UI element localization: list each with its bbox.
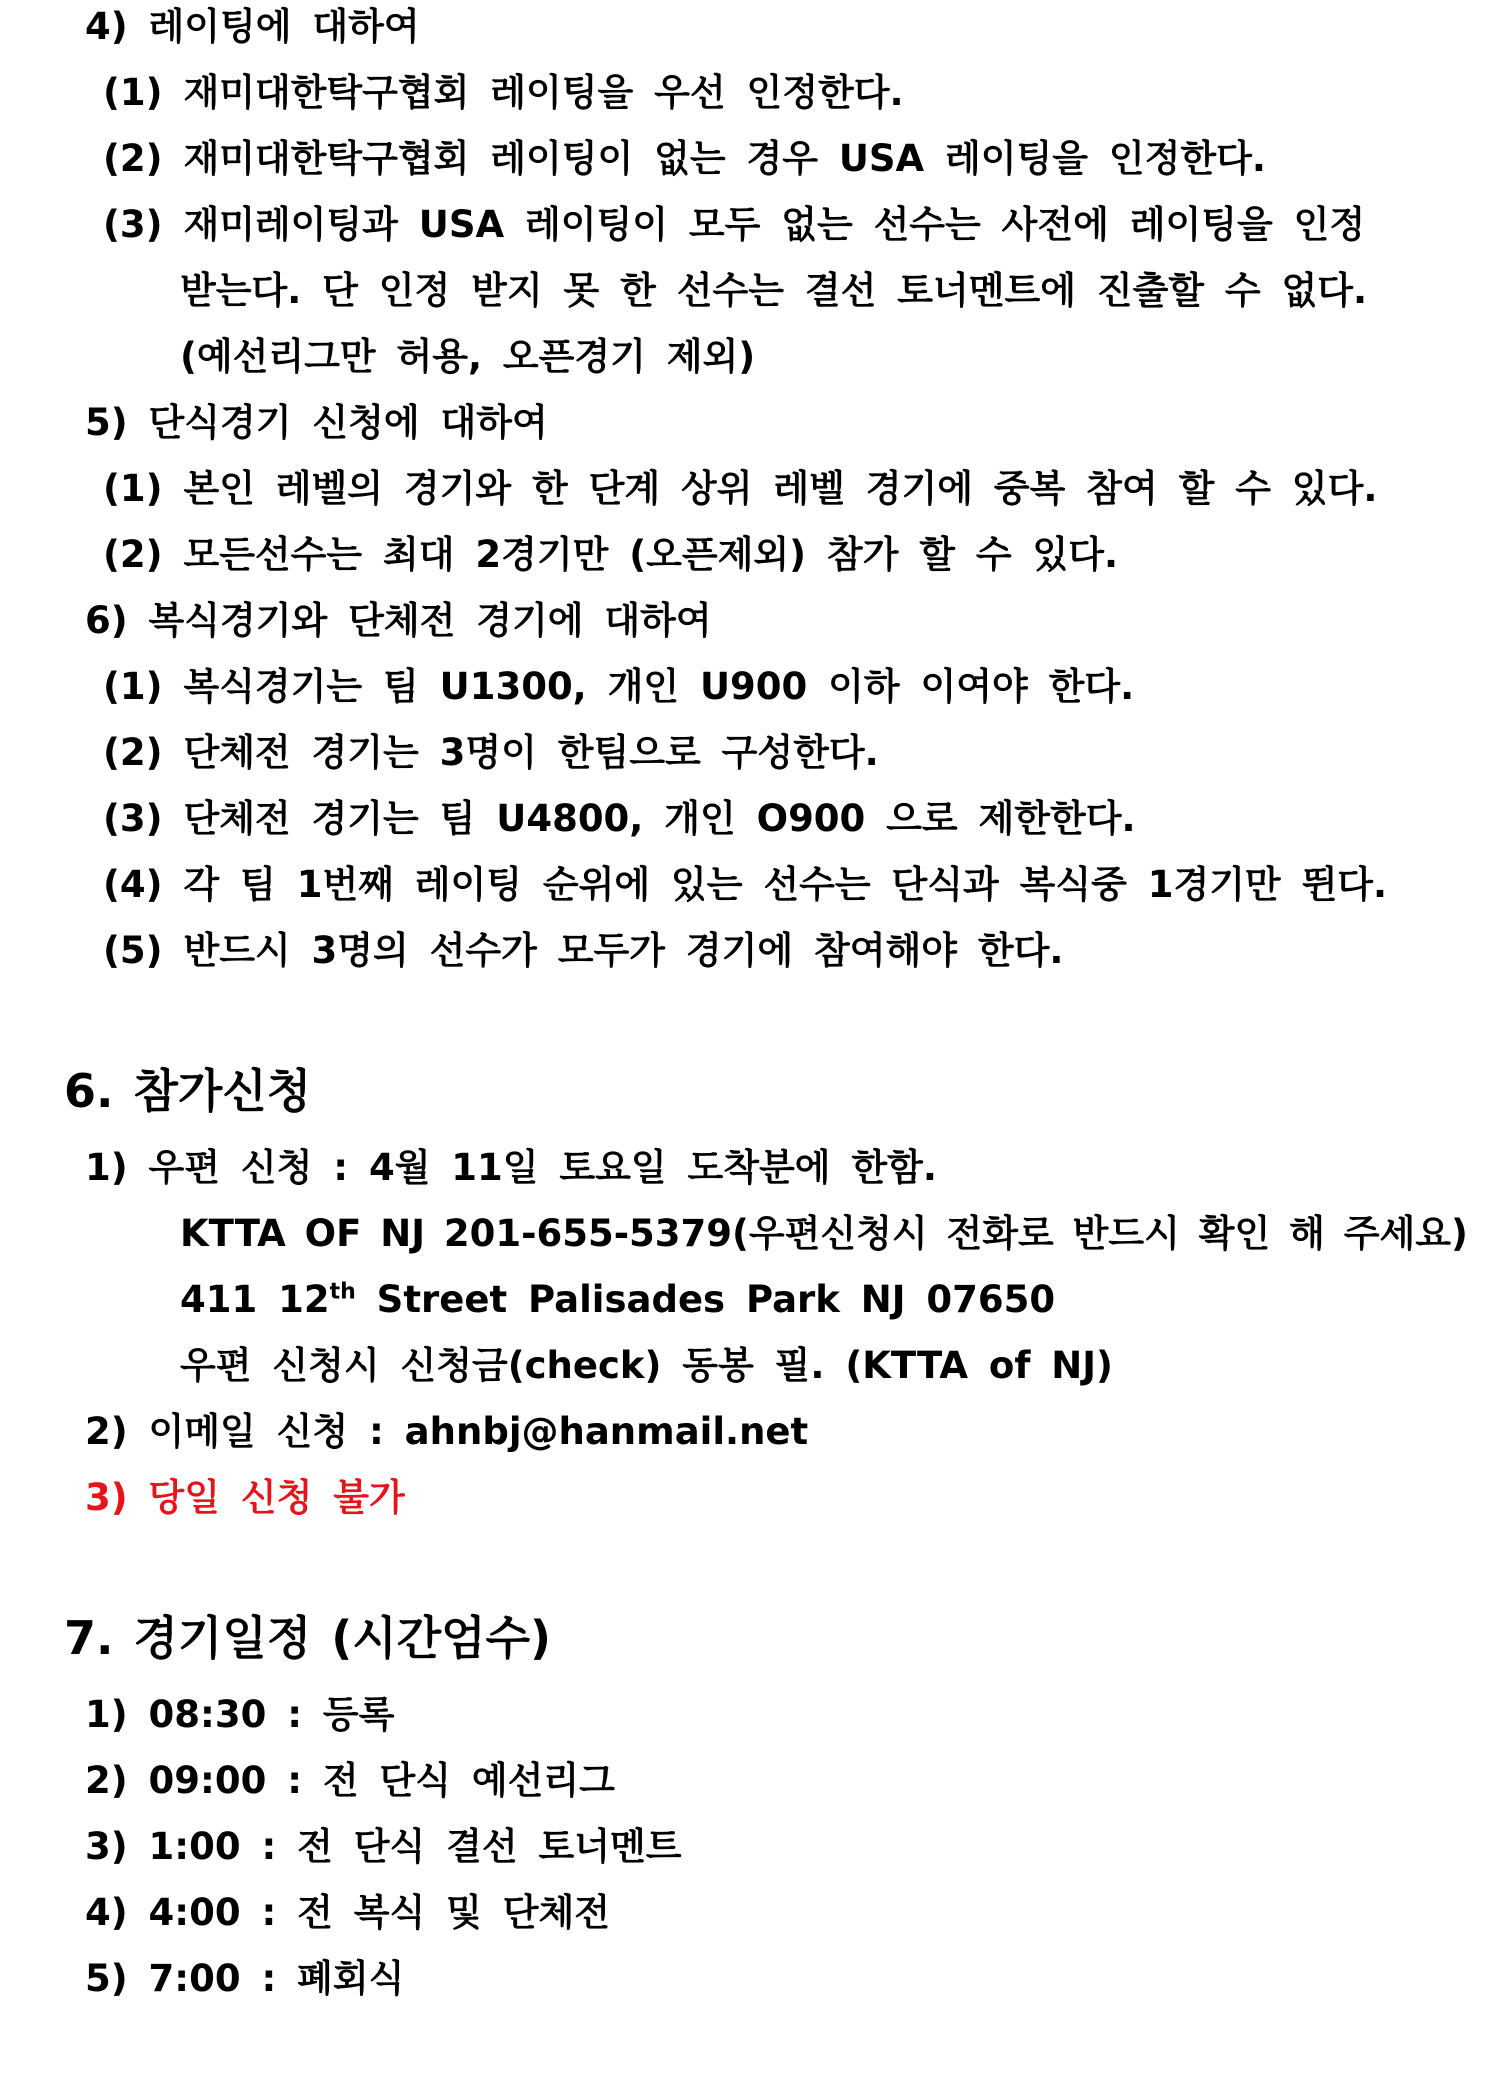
rating-title: 4) 레이팅에 대하여 [85,5,420,48]
registration-check: 우편 신청시 신청금(check) 동봉 필. (KTTA of NJ) [180,1344,1113,1387]
singles-item-2: (2) 모든선수는 최대 2경기만 (오픈제외) 참가 할 수 있다. [103,533,1119,576]
address-pre: 411 12 [180,1278,330,1321]
schedule-item-2: 2) 09:00 : 전 단식 예선리그 [85,1759,615,1802]
registration-phone: KTTA OF NJ 201-655-5379(우편신청시 전화로 반드시 확인 해 주세요) [180,1212,1468,1255]
singles-title: 5) 단식경기 신청에 대하여 [85,401,548,444]
schedule-item-1: 1) 08:30 : 등록 [85,1693,395,1736]
registration-sameday: 3) 당일 신청 불가 [85,1476,405,1519]
registration-heading: 6. 참가신청 [64,1064,312,1118]
rating-item-3-note: (예선리그만 허용, 오픈경기 제외) [180,335,756,378]
schedule-heading: 7. 경기일정 (시간엄수) [64,1611,552,1665]
registration-mail: 1) 우편 신청 : 4월 11일 토요일 도착분에 한함. [85,1146,937,1189]
schedule-item-3: 3) 1:00 : 전 단식 결선 토너멘트 [85,1825,682,1868]
doubles-item-5: (5) 반드시 3명의 선수가 모두가 경기에 참여해야 한다. [103,929,1064,972]
doubles-item-1: (1) 복식경기는 팀 U1300, 개인 U900 이하 이여야 한다. [103,665,1135,708]
address-post: Street Palisades Park NJ 07650 [355,1278,1056,1321]
schedule-item-4: 4) 4:00 : 전 복식 및 단체전 [85,1891,610,1934]
registration-address [180,1278,1055,1322]
rating-item-1: (1) 재미대한탁구협회 레이팅을 우선 인정한다. [103,71,904,114]
doubles-item-2: (2) 단체전 경기는 3명이 한팀으로 구성한다. [103,731,879,774]
singles-item-1: (1) 본인 레벨의 경기와 한 단계 상위 레벨 경기에 중복 참여 할 수 있다. [103,467,1378,510]
rating-item-3: (3) 재미레이팅과 USA 레이팅이 모두 없는 선수는 사전에 레이팅을 인정 [103,203,1366,246]
schedule-item-5: 5) 7:00 : 폐회식 [85,1957,405,2000]
doubles-item-3: (3) 단체전 경기는 팀 U4800, 개인 O900 으로 제한한다. [103,797,1136,840]
doubles-item-4: (4) 각 팀 1번째 레이팅 순위에 있는 선수는 단식과 복식중 1경기만 뛴다. [103,863,1388,906]
address-sup: th [329,1279,356,1305]
registration-email: 2) 이메일 신청 : ahnbj@hanmail.net [85,1410,809,1453]
rating-item-3-cont: 받는다. 단 인정 받지 못 한 선수는 결선 토너멘트에 진출할 수 없다. [180,269,1368,312]
doubles-title: 6) 복식경기와 단체전 경기에 대하여 [85,599,712,642]
rating-item-2: (2) 재미대한탁구협회 레이팅이 없는 경우 USA 레이팅을 인정한다. [103,137,1266,180]
